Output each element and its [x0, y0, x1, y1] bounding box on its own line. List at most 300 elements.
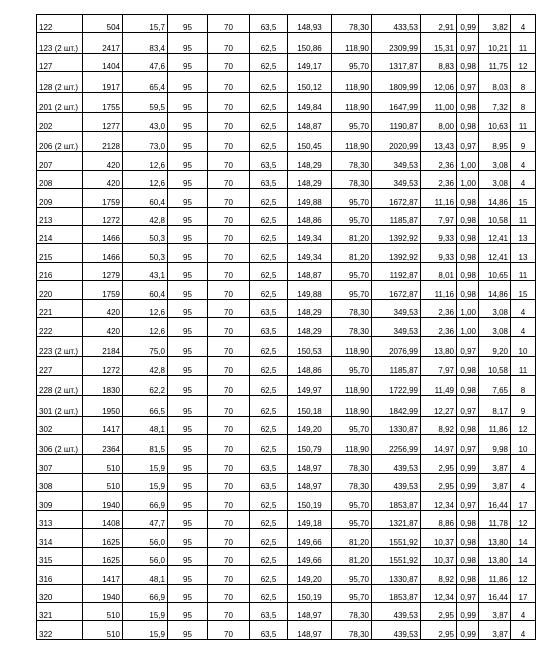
- table-cell: 8,00: [421, 113, 457, 131]
- table-cell: 1625: [83, 547, 123, 565]
- table-cell: 349,53: [372, 299, 421, 317]
- table-cell: 11: [511, 33, 536, 53]
- table-cell: 62,5: [250, 72, 288, 92]
- table-cell: 10,37: [421, 547, 457, 565]
- table-cell: 95: [168, 566, 208, 584]
- table-cell: 62,5: [250, 189, 288, 207]
- table-cell: 1392,92: [372, 244, 421, 262]
- table-cell: 62,5: [250, 92, 288, 112]
- table-cell: 95: [168, 455, 208, 473]
- table-cell: 95: [168, 396, 208, 416]
- row-id-cell: 214: [37, 226, 83, 244]
- table-row: [37, 113, 536, 131]
- table-cell: 62,5: [250, 207, 288, 225]
- table-cell: 95: [168, 473, 208, 491]
- table-cell: 148,86: [288, 207, 332, 225]
- table-cell: 65,4: [123, 72, 168, 92]
- table-cell: 149,34: [288, 244, 332, 262]
- table-row: [37, 281, 536, 299]
- row-id-cell: 228 (2 шт.): [37, 375, 83, 395]
- table-cell: 1277: [83, 113, 123, 131]
- table-cell: 118,90: [332, 131, 372, 151]
- table-cell: 12,41: [479, 226, 511, 244]
- table-cell: 510: [83, 455, 123, 473]
- table-cell: 63,5: [250, 473, 288, 491]
- table-cell: 62,5: [250, 375, 288, 395]
- table-cell: 1853,87: [372, 584, 421, 602]
- table-cell: 95: [168, 357, 208, 375]
- table-row: [37, 473, 536, 491]
- table-cell: 1940: [83, 584, 123, 602]
- table-cell: 62,5: [250, 547, 288, 565]
- table-cell: 95: [168, 584, 208, 602]
- table-cell: 48,1: [123, 566, 168, 584]
- table-cell: 11,75: [479, 53, 511, 71]
- table-row: [37, 455, 536, 473]
- table-cell: 70: [208, 92, 250, 112]
- table-cell: 0,97: [457, 396, 479, 416]
- table-cell: 1625: [83, 529, 123, 547]
- table-cell: 1842,99: [372, 396, 421, 416]
- table-row: [37, 416, 536, 434]
- table-cell: 1,00: [457, 152, 479, 170]
- table-cell: 0,98: [457, 281, 479, 299]
- table-cell: 118,90: [332, 72, 372, 92]
- row-id-cell: 127: [37, 53, 83, 71]
- table-cell: 62,5: [250, 529, 288, 547]
- table-cell: 11: [511, 262, 536, 280]
- table-cell: 118,90: [332, 434, 372, 454]
- table-cell: 12,6: [123, 318, 168, 336]
- table-cell: 148,97: [288, 473, 332, 491]
- table-cell: 118,90: [332, 375, 372, 395]
- table-cell: 2,95: [421, 621, 457, 640]
- table-cell: 3,87: [479, 473, 511, 491]
- table-row: [37, 318, 536, 336]
- table-cell: 95,70: [332, 281, 372, 299]
- table-row: [37, 602, 536, 620]
- table-row: [37, 244, 536, 262]
- table-row: [37, 53, 536, 71]
- table-cell: 148,87: [288, 262, 332, 280]
- table-cell: 15,9: [123, 621, 168, 640]
- table-cell: 63,5: [250, 318, 288, 336]
- table-cell: 12: [511, 566, 536, 584]
- table-cell: 0,98: [457, 375, 479, 395]
- row-id-cell: 220: [37, 281, 83, 299]
- row-id-cell: 309: [37, 492, 83, 510]
- table-cell: 70: [208, 244, 250, 262]
- table-row: [37, 529, 536, 547]
- table-cell: 95: [168, 375, 208, 395]
- table-cell: 0,98: [457, 113, 479, 131]
- table-cell: 148,97: [288, 602, 332, 620]
- table-cell: 95: [168, 299, 208, 317]
- table-row: [37, 189, 536, 207]
- table-cell: 148,97: [288, 621, 332, 640]
- table-row: [37, 492, 536, 510]
- table-cell: 420: [83, 318, 123, 336]
- table-cell: 0,98: [457, 566, 479, 584]
- table-cell: 1330,87: [372, 566, 421, 584]
- table-cell: 95: [168, 281, 208, 299]
- table-cell: 70: [208, 318, 250, 336]
- table-cell: 70: [208, 547, 250, 565]
- table-cell: 14,86: [479, 281, 511, 299]
- table-cell: 8: [511, 375, 536, 395]
- table-cell: 81,20: [332, 244, 372, 262]
- table-cell: 149,18: [288, 510, 332, 528]
- table-cell: 149,17: [288, 53, 332, 71]
- table-row: [37, 262, 536, 280]
- table-cell: 149,88: [288, 189, 332, 207]
- table-cell: 2,91: [421, 15, 457, 33]
- table-cell: 78,30: [332, 602, 372, 620]
- table-cell: 95: [168, 510, 208, 528]
- table-cell: 11,00: [421, 92, 457, 112]
- table-cell: 1408: [83, 510, 123, 528]
- table-cell: 62,5: [250, 416, 288, 434]
- table-cell: 70: [208, 492, 250, 510]
- table-cell: 81,20: [332, 547, 372, 565]
- table-cell: 149,66: [288, 529, 332, 547]
- table-cell: 70: [208, 357, 250, 375]
- table-cell: 15,9: [123, 455, 168, 473]
- row-id-cell: 206 (2 шт.): [37, 131, 83, 151]
- table-cell: 95: [168, 547, 208, 565]
- table-cell: 1950: [83, 396, 123, 416]
- table-cell: 0,98: [457, 226, 479, 244]
- row-id-cell: 128 (2 шт.): [37, 72, 83, 92]
- table-cell: 78,30: [332, 455, 372, 473]
- table-row: [37, 226, 536, 244]
- table-cell: 95: [168, 152, 208, 170]
- table-cell: 70: [208, 33, 250, 53]
- table-row: [37, 584, 536, 602]
- table-cell: 4: [511, 299, 536, 317]
- table-cell: 8,92: [421, 416, 457, 434]
- row-id-cell: 221: [37, 299, 83, 317]
- table-cell: 60,4: [123, 189, 168, 207]
- table-cell: 149,84: [288, 92, 332, 112]
- row-id-cell: 216: [37, 262, 83, 280]
- table-cell: 2,95: [421, 602, 457, 620]
- table-cell: 70: [208, 72, 250, 92]
- table-cell: 14,97: [421, 434, 457, 454]
- table-cell: 0,97: [457, 33, 479, 53]
- table-cell: 118,90: [332, 336, 372, 356]
- table-cell: 8,83: [421, 53, 457, 71]
- table-cell: 63,5: [250, 152, 288, 170]
- table-cell: 59,5: [123, 92, 168, 112]
- table-cell: 70: [208, 529, 250, 547]
- table-cell: 150,19: [288, 492, 332, 510]
- table-cell: 62,5: [250, 566, 288, 584]
- table-cell: 4: [511, 152, 536, 170]
- table-cell: 70: [208, 113, 250, 131]
- table-cell: 13: [511, 244, 536, 262]
- row-id-cell: 222: [37, 318, 83, 336]
- table-cell: 15,31: [421, 33, 457, 53]
- table-cell: 42,8: [123, 357, 168, 375]
- table-cell: 0,99: [457, 602, 479, 620]
- table-cell: 11,86: [479, 416, 511, 434]
- table-row: [37, 207, 536, 225]
- table-cell: 15,9: [123, 473, 168, 491]
- table-cell: 1392,92: [372, 226, 421, 244]
- table-cell: 510: [83, 621, 123, 640]
- table-cell: 17: [511, 584, 536, 602]
- row-id-cell: 122: [37, 15, 83, 33]
- table-cell: 70: [208, 455, 250, 473]
- table-cell: 2,36: [421, 170, 457, 188]
- table-cell: 42,8: [123, 207, 168, 225]
- table-cell: 95,70: [332, 584, 372, 602]
- table-cell: 75,0: [123, 336, 168, 356]
- row-id-cell: 308: [37, 473, 83, 491]
- table-cell: 12,06: [421, 72, 457, 92]
- table-cell: 11: [511, 113, 536, 131]
- table-cell: 0,98: [457, 510, 479, 528]
- table-cell: 95: [168, 15, 208, 33]
- table-cell: 11: [511, 207, 536, 225]
- table-cell: 1551,92: [372, 547, 421, 565]
- table-cell: 11: [511, 357, 536, 375]
- table-cell: 95: [168, 492, 208, 510]
- table-cell: 15: [511, 281, 536, 299]
- table-cell: 95: [168, 318, 208, 336]
- table-cell: 13,80: [479, 529, 511, 547]
- table-cell: 12,41: [479, 244, 511, 262]
- table-cell: 63,5: [250, 621, 288, 640]
- table-cell: 349,53: [372, 152, 421, 170]
- table-cell: 0,98: [457, 207, 479, 225]
- table-cell: 95: [168, 621, 208, 640]
- table-cell: 2184: [83, 336, 123, 356]
- table-cell: 95: [168, 602, 208, 620]
- table-cell: 2,95: [421, 473, 457, 491]
- table-cell: 148,86: [288, 357, 332, 375]
- table-cell: 14,86: [479, 189, 511, 207]
- table-cell: 12: [511, 53, 536, 71]
- table-cell: 10: [511, 434, 536, 454]
- table-cell: 95: [168, 72, 208, 92]
- table-cell: 150,45: [288, 131, 332, 151]
- table-cell: 3,82: [479, 15, 511, 33]
- table-row: [37, 92, 536, 112]
- table-cell: 15: [511, 189, 536, 207]
- table-cell: 8: [511, 72, 536, 92]
- table-cell: 433,53: [372, 15, 421, 33]
- table-cell: 2,95: [421, 455, 457, 473]
- table-cell: 2,36: [421, 152, 457, 170]
- table-cell: 150,12: [288, 72, 332, 92]
- table-cell: 62,5: [250, 510, 288, 528]
- table-cell: 47,7: [123, 510, 168, 528]
- table-cell: 70: [208, 396, 250, 416]
- table-cell: 510: [83, 602, 123, 620]
- table-cell: 9,33: [421, 226, 457, 244]
- row-id-cell: 316: [37, 566, 83, 584]
- table-row: [37, 72, 536, 92]
- table-cell: 15,7: [123, 15, 168, 33]
- table-cell: 349,53: [372, 318, 421, 336]
- row-id-cell: 314: [37, 529, 83, 547]
- table-cell: 56,0: [123, 529, 168, 547]
- table-cell: 70: [208, 281, 250, 299]
- data-table: [36, 14, 536, 640]
- table-cell: 1759: [83, 189, 123, 207]
- table-cell: 62,5: [250, 226, 288, 244]
- table-cell: 149,97: [288, 375, 332, 395]
- table-row: [37, 152, 536, 170]
- table-cell: 70: [208, 375, 250, 395]
- table-cell: 0,99: [457, 473, 479, 491]
- table-cell: 7,97: [421, 357, 457, 375]
- table-cell: 10,58: [479, 207, 511, 225]
- table-cell: 1330,87: [372, 416, 421, 434]
- table-cell: 70: [208, 566, 250, 584]
- table-cell: 148,97: [288, 455, 332, 473]
- row-id-cell: 215: [37, 244, 83, 262]
- table-cell: 63,5: [250, 299, 288, 317]
- table-cell: 1185,87: [372, 207, 421, 225]
- table-cell: 2,36: [421, 299, 457, 317]
- table-cell: 95,70: [332, 416, 372, 434]
- table-cell: 95: [168, 53, 208, 71]
- table-cell: 78,30: [332, 473, 372, 491]
- table-cell: 8,95: [479, 131, 511, 151]
- table-cell: 1755: [83, 92, 123, 112]
- table-cell: 1321,87: [372, 510, 421, 528]
- table-cell: 62,5: [250, 336, 288, 356]
- table-cell: 95,70: [332, 113, 372, 131]
- table-cell: 16,44: [479, 584, 511, 602]
- table-cell: 0,98: [457, 262, 479, 280]
- row-id-cell: 302: [37, 416, 83, 434]
- row-id-cell: 213: [37, 207, 83, 225]
- table-cell: 47,6: [123, 53, 168, 71]
- table-cell: 10,37: [421, 529, 457, 547]
- table-cell: 4: [511, 318, 536, 336]
- table-cell: 1830: [83, 375, 123, 395]
- table-cell: 1272: [83, 357, 123, 375]
- table-cell: 504: [83, 15, 123, 33]
- table-cell: 0,97: [457, 72, 479, 92]
- table-cell: 1672,87: [372, 281, 421, 299]
- table-cell: 1190,87: [372, 113, 421, 131]
- table-cell: 95: [168, 336, 208, 356]
- table-cell: 150,19: [288, 584, 332, 602]
- table-cell: 95: [168, 226, 208, 244]
- table-cell: 95: [168, 529, 208, 547]
- table-cell: 70: [208, 131, 250, 151]
- table-cell: 0,98: [457, 547, 479, 565]
- table-cell: 1185,87: [372, 357, 421, 375]
- table-cell: 70: [208, 621, 250, 640]
- table-cell: 70: [208, 336, 250, 356]
- row-id-cell: 201 (2 шт.): [37, 92, 83, 112]
- table-cell: 95,70: [332, 566, 372, 584]
- table-cell: 11,16: [421, 189, 457, 207]
- table-cell: 1466: [83, 226, 123, 244]
- table-cell: 3,08: [479, 299, 511, 317]
- table-cell: 66,9: [123, 492, 168, 510]
- table-row: [37, 375, 536, 395]
- table-row: [37, 621, 536, 640]
- table-row: [37, 434, 536, 454]
- table-cell: 0,97: [457, 434, 479, 454]
- table-row: [37, 336, 536, 356]
- table-cell: 70: [208, 602, 250, 620]
- table-body: [37, 15, 536, 640]
- table-cell: 70: [208, 207, 250, 225]
- table-cell: 81,20: [332, 529, 372, 547]
- table-cell: 95: [168, 131, 208, 151]
- table-cell: 3,87: [479, 602, 511, 620]
- table-cell: 10,58: [479, 357, 511, 375]
- table-row: [37, 510, 536, 528]
- table-cell: 1853,87: [372, 492, 421, 510]
- table-cell: 420: [83, 299, 123, 317]
- table-cell: 118,90: [332, 92, 372, 112]
- table-cell: 62,2: [123, 375, 168, 395]
- table-cell: 0,97: [457, 584, 479, 602]
- table-cell: 2128: [83, 131, 123, 151]
- table-cell: 95,70: [332, 357, 372, 375]
- table-cell: 439,53: [372, 621, 421, 640]
- table-cell: 62,5: [250, 492, 288, 510]
- table-cell: 149,20: [288, 566, 332, 584]
- table-cell: 95,70: [332, 262, 372, 280]
- table-cell: 70: [208, 15, 250, 33]
- table-cell: 150,79: [288, 434, 332, 454]
- table-cell: 0,98: [457, 529, 479, 547]
- row-id-cell: 301 (2 шт.): [37, 396, 83, 416]
- table-cell: 11,49: [421, 375, 457, 395]
- row-id-cell: 209: [37, 189, 83, 207]
- table-cell: 95: [168, 33, 208, 53]
- table-cell: 12,27: [421, 396, 457, 416]
- table-cell: 1417: [83, 416, 123, 434]
- table-cell: 50,3: [123, 244, 168, 262]
- row-id-cell: 207: [37, 152, 83, 170]
- table-cell: 10: [511, 336, 536, 356]
- table-cell: 2256,99: [372, 434, 421, 454]
- table-cell: 4: [511, 455, 536, 473]
- table-cell: 95: [168, 416, 208, 434]
- table-cell: 2309,99: [372, 33, 421, 53]
- table-cell: 1404: [83, 53, 123, 71]
- table-cell: 3,08: [479, 152, 511, 170]
- row-id-cell: 223 (2 шт.): [37, 336, 83, 356]
- table-cell: 70: [208, 510, 250, 528]
- table-cell: 1,00: [457, 299, 479, 317]
- row-id-cell: 306 (2 шт.): [37, 434, 83, 454]
- table-cell: 149,66: [288, 547, 332, 565]
- table-cell: 4: [511, 170, 536, 188]
- table-cell: 420: [83, 152, 123, 170]
- table-row: [37, 566, 536, 584]
- table-cell: 3,87: [479, 455, 511, 473]
- table-cell: 349,53: [372, 170, 421, 188]
- table-cell: 2364: [83, 434, 123, 454]
- table-cell: 95: [168, 244, 208, 262]
- table-cell: 8: [511, 92, 536, 112]
- table-cell: 1,00: [457, 170, 479, 188]
- table-cell: 11,78: [479, 510, 511, 528]
- table-cell: 1917: [83, 72, 123, 92]
